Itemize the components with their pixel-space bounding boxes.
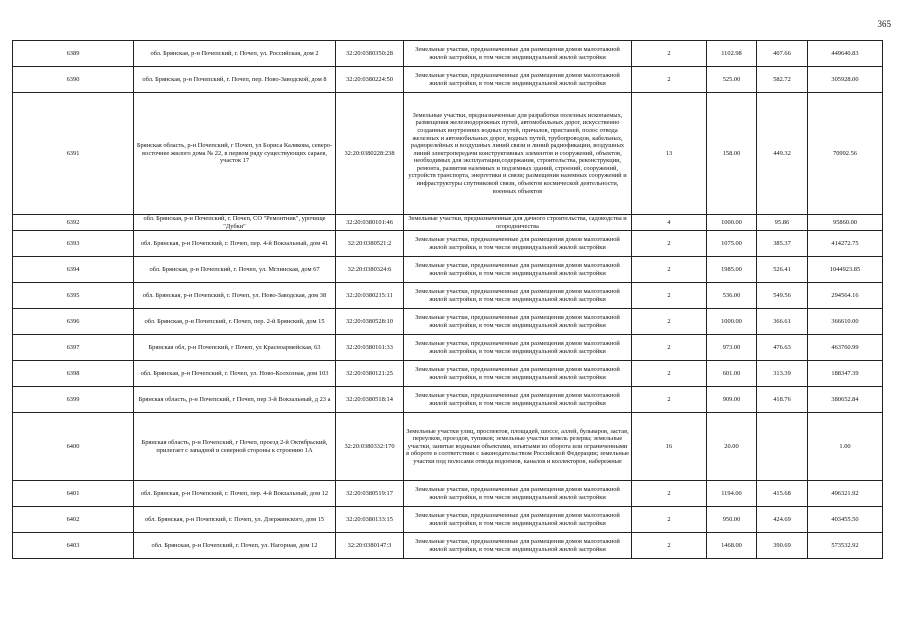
cadastral-value-cell: 414272.75 — [808, 231, 883, 257]
use-group-cell: 16 — [632, 413, 707, 481]
address-cell: обл. Брянская, р-н Почепский, г. Почеп, ул. Дзержинского, дом 15 — [134, 507, 336, 533]
specific-value-cell: 476.63 — [757, 335, 808, 361]
table-row — [13, 413, 883, 481]
area-cell: 1468.00 — [707, 533, 757, 559]
cadastral-value-cell: 403455.50 — [808, 507, 883, 533]
cadastral-number-cell: 32:20:0380133:15 — [336, 507, 404, 533]
cadastral-value-cell: 95860.00 — [808, 215, 883, 231]
address-cell: Брянская область, р-н Почепский, г Почеп, проезд 2-й Октябрьский, прилегает с западной и северной стороны к строению 1А — [134, 413, 336, 481]
table-row — [13, 481, 883, 507]
area-cell: 1102.98 — [707, 41, 757, 67]
land-use-cell: Земельные участки, предназначенные для размещения домов малоэтажной жилой застройки, в том числе индивидуальной жилой застройки — [404, 481, 632, 507]
land-use-cell: Земельные участки, предназначенные для разработки полезных ископаемых, размещения железнодорожных путей, автомобильных дорог, искусственно созданных внутренних водных путей, причалов, пристаней, полос отвода железных и автомобильных дорог, водных путей, трубопроводов, кабельных, радиорелейных и воздушных линий связи и линий радиофикации, воздушных линий электропередачи конструктивных элементов и сооружений, объектов, необходимых для эксплуатации,содержания, строительства, реконструкции, ремонта, развития наземных и подземных зданий, строений, сооружений, устройств транспорта, энергетики и связи; размещения наземных сооружений и инфраструктуры спутниковой связи, объектов космической деятельности, военных объектов — [404, 93, 632, 215]
address-cell: обл. Брянская, р-н Почепский, г. Почеп, пер. 2-й Брянский, дом 15 — [134, 309, 336, 335]
land-use-cell: Земельные участки, предназначенные для дачного строительства, садоводства и огородничества — [404, 215, 632, 231]
land-use-cell: Земельные участки, предназначенные для размещения домов малоэтажной жилой застройки, в том числе индивидуальной жилой застройки — [404, 533, 632, 559]
cadastral-number-cell: 32:20:0380350:28 — [336, 41, 404, 67]
cadastral-value-cell: 1.00 — [808, 413, 883, 481]
land-use-cell: Земельные участки, предназначенные для размещения домов малоэтажной жилой застройки, в том числе индивидуальной жилой застройки — [404, 507, 632, 533]
table-row — [13, 257, 883, 283]
specific-value-cell: 313.39 — [757, 361, 808, 387]
page-number: 365 — [877, 19, 891, 29]
cadastral-number-cell: 32:20:0380224:50 — [336, 67, 404, 93]
cadastral-value-table — [12, 40, 883, 559]
address-cell: обл. Брянская, р-н Почепский, г. Почеп, СО "Ремонтник", урочище "Дубки" — [134, 215, 336, 231]
address-cell: Брянская область, р-н Почепский, г Почеп, ул Бориса Калякова, северо-восточнее жилого дома № 22, в первом ряду существующих сараев, участок 17 — [134, 93, 336, 215]
land-use-cell: Земельные участки, предназначенные для размещения домов малоэтажной жилой застройки, в том числе индивидуальной жилой застройки — [404, 387, 632, 413]
specific-value-cell — [757, 413, 808, 481]
area-cell: 536.00 — [707, 283, 757, 309]
table-row — [13, 215, 883, 231]
cadastral-number-cell: 32:20:0380228:238 — [336, 93, 404, 215]
table-row — [13, 507, 883, 533]
table-row — [13, 335, 883, 361]
cadastral-value-cell: 70992.56 — [808, 93, 883, 215]
use-group-cell: 2 — [632, 533, 707, 559]
specific-value-cell: 366.61 — [757, 309, 808, 335]
address-cell: обл. Брянская, р-н Почепский, г. Почеп, пер. Ново-Заводской, дом 8 — [134, 67, 336, 93]
cadastral-number-cell: 32:20:0380324:6 — [336, 257, 404, 283]
address-cell: Брянская область, р-н Почепский, г Почеп, пер 3-й Вокзальный, д 23 а — [134, 387, 336, 413]
cadastral-number-cell: 32:20:0380528:10 — [336, 309, 404, 335]
land-use-cell: Земельные участки, предназначенные для размещения домов малоэтажной жилой застройки, в том числе индивидуальной жилой застройки — [404, 309, 632, 335]
use-group-cell: 2 — [632, 231, 707, 257]
area-cell: 20.00 — [707, 413, 757, 481]
row-number-cell: 6392 — [13, 215, 134, 231]
cadastral-number-cell: 32:20:0380147:3 — [336, 533, 404, 559]
specific-value-cell: 582.72 — [757, 67, 808, 93]
cadastral-number-cell: 32:20:0380121:25 — [336, 361, 404, 387]
row-number-cell: 6403 — [13, 533, 134, 559]
specific-value-cell: 390.69 — [757, 533, 808, 559]
use-group-cell: 2 — [632, 67, 707, 93]
use-group-cell: 2 — [632, 283, 707, 309]
use-group-cell: 2 — [632, 335, 707, 361]
land-use-cell: Земельные участки, предназначенные для размещения домов малоэтажной жилой застройки, в том числе индивидуальной жилой застройки — [404, 41, 632, 67]
area-cell: 601.00 — [707, 361, 757, 387]
row-number-cell: 6389 — [13, 41, 134, 67]
area-cell: 158.00 — [707, 93, 757, 215]
specific-value-cell: 407.66 — [757, 41, 808, 67]
cadastral-number-cell: 32:20:0380161:33 — [336, 335, 404, 361]
cadastral-number-cell: 32:20:0380521:2 — [336, 231, 404, 257]
cadastral-number-cell: 32:20:0380101:46 — [336, 215, 404, 231]
row-number-cell: 6395 — [13, 283, 134, 309]
table-row — [13, 231, 883, 257]
area-cell: 973.00 — [707, 335, 757, 361]
table-row — [13, 361, 883, 387]
cadastral-value-cell: 463760.99 — [808, 335, 883, 361]
land-use-cell: Земельные участки, предназначенные для размещения домов малоэтажной жилой застройки, в том числе индивидуальной жилой застройки — [404, 231, 632, 257]
address-cell: обл. Брянская, р-н Почепский, г. Почеп, ул. Ново-Колхозная, дом 103 — [134, 361, 336, 387]
specific-value-cell: 424.69 — [757, 507, 808, 533]
row-number-cell: 6391 — [13, 93, 134, 215]
use-group-cell: 2 — [632, 481, 707, 507]
row-number-cell: 6393 — [13, 231, 134, 257]
address-cell: обл. Брянская, р-н Почепский, г. Почеп, ул. Нагорная, дом 12 — [134, 533, 336, 559]
table-row — [13, 309, 883, 335]
row-number-cell: 6394 — [13, 257, 134, 283]
area-cell: 1985.00 — [707, 257, 757, 283]
row-number-cell: 6399 — [13, 387, 134, 413]
address-cell: обл. Брянская, р-н Почепский, г. Почеп, пер. 4-й Вокзальный, дом 12 — [134, 481, 336, 507]
table-row — [13, 533, 883, 559]
use-group-cell: 2 — [632, 309, 707, 335]
table-row — [13, 283, 883, 309]
area-cell: 1194.00 — [707, 481, 757, 507]
area-cell: 1075.00 — [707, 231, 757, 257]
use-group-cell: 2 — [632, 257, 707, 283]
table-row — [13, 67, 883, 93]
use-group-cell: 2 — [632, 387, 707, 413]
address-cell: обл. Брянская, р-н Почепский, г. Почеп, пер. 4-й Вокзальный, дом 41 — [134, 231, 336, 257]
table-row — [13, 41, 883, 67]
specific-value-cell: 449.32 — [757, 93, 808, 215]
cadastral-value-cell: 449640.83 — [808, 41, 883, 67]
row-number-cell: 6398 — [13, 361, 134, 387]
specific-value-cell: 549.56 — [757, 283, 808, 309]
specific-value-cell: 418.76 — [757, 387, 808, 413]
specific-value-cell: 526.41 — [757, 257, 808, 283]
cadastral-number-cell: 32:20:0380518:14 — [336, 387, 404, 413]
cadastral-value-cell: 573532.92 — [808, 533, 883, 559]
land-use-cell: Земельные участки, предназначенные для размещения домов малоэтажной жилой застройки, в том числе индивидуальной жилой застройки — [404, 283, 632, 309]
row-number-cell: 6390 — [13, 67, 134, 93]
area-cell: 950.00 — [707, 507, 757, 533]
cadastral-value-cell: 305928.00 — [808, 67, 883, 93]
specific-value-cell: 95.86 — [757, 215, 808, 231]
use-group-cell: 2 — [632, 41, 707, 67]
area-cell: 909.00 — [707, 387, 757, 413]
land-use-cell: Земельные участки, предназначенные для размещения домов малоэтажной жилой застройки, в том числе индивидуальной жилой застройки — [404, 257, 632, 283]
land-use-cell: Земельные участки, предназначенные для размещения домов малоэтажной жилой застройки, в том числе индивидуальной жилой застройки — [404, 361, 632, 387]
use-group-cell: 13 — [632, 93, 707, 215]
specific-value-cell: 415.68 — [757, 481, 808, 507]
row-number-cell: 6397 — [13, 335, 134, 361]
address-cell: обл. Брянская, р-н Почепский, г. Почеп, ул. Российская, дом 2 — [134, 41, 336, 67]
address-cell: обл. Брянская, р-н Почепский, г. Почеп, ул. Мглинская, дом 67 — [134, 257, 336, 283]
address-cell: обл. Брянская, р-н Почепский, г. Почеп, ул. Ново-Заводская, дом 38 — [134, 283, 336, 309]
row-number-cell: 6400 — [13, 413, 134, 481]
use-group-cell: 4 — [632, 215, 707, 231]
row-number-cell: 6396 — [13, 309, 134, 335]
row-number-cell: 6402 — [13, 507, 134, 533]
cadastral-value-cell: 496321.92 — [808, 481, 883, 507]
address-cell: Брянская обл, р-н Почепский, г Почеп, ул Красноармейская, 63 — [134, 335, 336, 361]
land-use-cell: Земельные участки, предназначенные для размещения домов малоэтажной жилой застройки, в том числе индивидуальной жилой застройки — [404, 67, 632, 93]
row-number-cell: 6401 — [13, 481, 134, 507]
cadastral-value-cell: 1044923.85 — [808, 257, 883, 283]
land-use-cell: Земельные участки улиц, проспектов, площадей, шоссе, аллей, бульваров, застав, переулков, проездов, тупиков; земельные участки земель резерва; земельные участки, занятые водными объектами, изъятыми из оборота или ограниченными в обороте в соответствии с законодательством Российской Федерации; земельные участки под полосами отвода водоемов, каналов и коллекторов, набережные — [404, 413, 632, 481]
cadastral-value-cell: 188347.39 — [808, 361, 883, 387]
cadastral-value-cell: 380652.84 — [808, 387, 883, 413]
area-cell: 525.00 — [707, 67, 757, 93]
land-use-cell: Земельные участки, предназначенные для размещения домов малоэтажной жилой застройки, в том числе индивидуальной жилой застройки — [404, 335, 632, 361]
use-group-cell: 2 — [632, 507, 707, 533]
use-group-cell: 2 — [632, 361, 707, 387]
cadastral-value-cell: 294564.16 — [808, 283, 883, 309]
table-row — [13, 93, 883, 215]
area-cell: 1000.00 — [707, 215, 757, 231]
cadastral-number-cell: 32:20:0380332:170 — [336, 413, 404, 481]
table-row — [13, 387, 883, 413]
cadastral-number-cell: 32:20:0380215:11 — [336, 283, 404, 309]
area-cell: 1000.00 — [707, 309, 757, 335]
cadastral-number-cell: 32:20:0380519:17 — [336, 481, 404, 507]
cadastral-value-cell: 366610.00 — [808, 309, 883, 335]
specific-value-cell: 385.37 — [757, 231, 808, 257]
